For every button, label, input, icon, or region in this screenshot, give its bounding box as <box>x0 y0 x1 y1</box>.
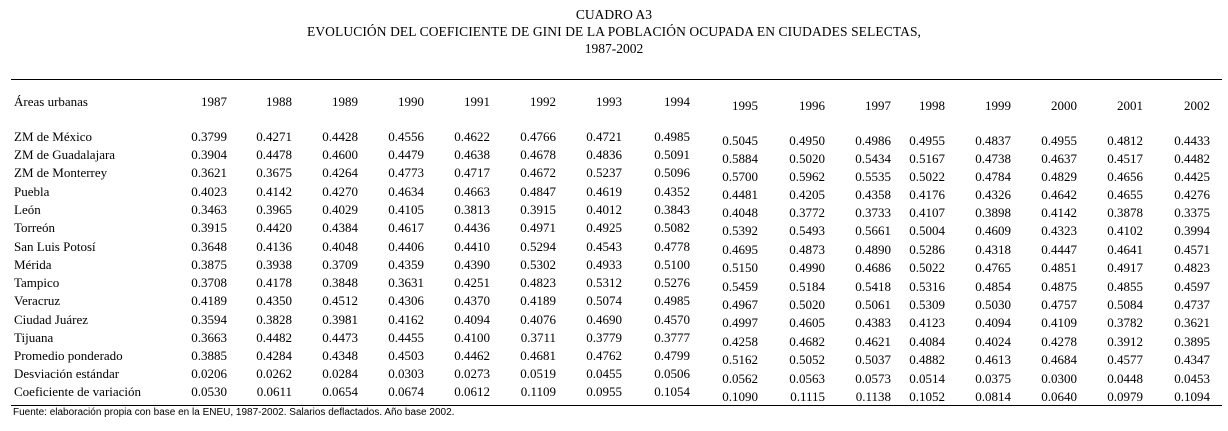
table-cell: 0.4556 <box>388 129 424 144</box>
table-cell: 0.4609 <box>975 223 1011 238</box>
table-row <box>0 238 1228 256</box>
table-cell: 0.4851 <box>1041 260 1077 275</box>
table-cell: 0.3912 <box>1107 334 1143 349</box>
table-cell: 0.4950 <box>789 133 825 148</box>
table-cell: 0.5052 <box>789 352 825 367</box>
table-cell: 0.4757 <box>1041 297 1077 312</box>
table-cell: 0.4641 <box>1107 242 1143 257</box>
table-cell: 0.4370 <box>454 293 490 308</box>
table-cell: 0.4823 <box>520 275 556 290</box>
table-cell: 0.4717 <box>454 165 490 180</box>
table-cell: 0.5661 <box>855 223 891 238</box>
table-cell: 0.5091 <box>654 147 690 162</box>
table-cell: 0.4971 <box>520 220 556 235</box>
table-cell: 0.4823 <box>1174 260 1210 275</box>
header-label: Áreas urbanas <box>14 94 88 109</box>
table-cell: 0.3828 <box>256 312 292 327</box>
table-cell: 0.4873 <box>789 242 825 257</box>
row-label: Veracruz <box>14 293 61 308</box>
table-cell: 0.0448 <box>1107 371 1143 386</box>
table-cell: 0.4619 <box>586 184 622 199</box>
table-cell: 0.4517 <box>1107 151 1143 166</box>
table-cell: 0.3711 <box>520 330 556 345</box>
table-cell: 0.4348 <box>322 348 358 363</box>
table-cell: 0.4323 <box>1041 223 1077 238</box>
table-cell: 0.3994 <box>1174 223 1210 238</box>
table-cell: 0.0262 <box>256 366 292 381</box>
table-cell: 0.5045 <box>722 133 758 148</box>
table-cell: 0.3915 <box>520 202 556 217</box>
table-cell: 0.0640 <box>1041 389 1077 404</box>
table-cell: 0.4622 <box>454 129 490 144</box>
table-cell: 0.0562 <box>722 371 758 386</box>
table-cell: 0.4678 <box>520 147 556 162</box>
table-cell: 0.4384 <box>322 220 358 235</box>
table-cell: 0.4383 <box>855 315 891 330</box>
table-cell: 0.4638 <box>454 147 490 162</box>
table-cell: 0.4479 <box>388 147 424 162</box>
header-year: 1993 <box>596 94 622 109</box>
table-cell: 0.5037 <box>855 352 891 367</box>
table-cell: 0.0979 <box>1107 389 1143 404</box>
table-cell: 0.4663 <box>454 184 490 199</box>
header-year: 1999 <box>985 98 1011 113</box>
table-cell: 0.4482 <box>1174 151 1210 166</box>
table-cell: 0.5030 <box>975 297 1011 312</box>
table-cell: 0.4890 <box>855 242 891 257</box>
row-label: Tijuana <box>14 330 54 345</box>
table-row <box>0 311 1228 329</box>
table-cell: 0.3648 <box>191 239 227 254</box>
table-cell: 0.5074 <box>586 293 622 308</box>
table-cell: 0.3777 <box>654 330 690 345</box>
table-cell: 0.4617 <box>388 220 424 235</box>
header-year: 2000 <box>1051 98 1077 113</box>
table-cell: 0.0611 <box>256 384 292 399</box>
table-cell: 0.4875 <box>1041 279 1077 294</box>
table-cell: 0.3675 <box>256 165 292 180</box>
table-cell: 0.0455 <box>586 366 622 381</box>
table-cell: 0.4738 <box>975 151 1011 166</box>
table-cell: 0.4136 <box>256 239 292 254</box>
table-cell: 0.0206 <box>191 366 227 381</box>
table-cell: 0.4773 <box>388 165 424 180</box>
table-cell: 0.4482 <box>256 330 292 345</box>
table-cell: 0.4029 <box>322 202 358 217</box>
table-cell: 0.4048 <box>322 239 358 254</box>
source-note: Fuente: elaboración propia con base en la ENEU, 1987-2002. Salarios deflactados. Año base 2002. <box>13 407 455 418</box>
table-cell: 0.5162 <box>722 352 758 367</box>
table-cell: 0.3813 <box>454 202 490 217</box>
table-cell: 0.4428 <box>322 129 358 144</box>
table-cell: 0.4882 <box>909 352 945 367</box>
table-cell: 0.4390 <box>454 257 490 272</box>
row-label: ZM de México <box>14 129 92 144</box>
table-cell: 0.4352 <box>654 184 690 199</box>
table-cell: 0.3631 <box>388 275 424 290</box>
table-cell: 0.5535 <box>855 169 891 184</box>
table-row <box>0 292 1228 310</box>
table-cell: 0.4012 <box>586 202 622 217</box>
table-cell: 0.5020 <box>789 297 825 312</box>
table-cell: 0.0563 <box>789 371 825 386</box>
row-label: Mérida <box>14 257 52 272</box>
table-cell: 0.4142 <box>1041 205 1077 220</box>
table-cell: 0.4094 <box>975 315 1011 330</box>
table-cell: 0.4189 <box>520 293 556 308</box>
table-row <box>0 347 1228 365</box>
table-cell: 0.4684 <box>1041 352 1077 367</box>
table-cell: 0.5418 <box>855 279 891 294</box>
table-cell: 0.4634 <box>388 184 424 199</box>
table-cell: 0.4571 <box>1174 242 1210 257</box>
table-cell: 0.4642 <box>1041 187 1077 202</box>
table-cell: 0.4577 <box>1107 352 1143 367</box>
table-cell: 0.5022 <box>909 260 945 275</box>
table-cell: 0.4462 <box>454 348 490 363</box>
header-year: 1998 <box>919 98 945 113</box>
table-cell: 0.4778 <box>654 239 690 254</box>
table-cell: 0.4837 <box>975 133 1011 148</box>
table-cell: 0.4985 <box>654 293 690 308</box>
table-cell: 0.4084 <box>909 334 945 349</box>
table-cell: 0.3594 <box>191 312 227 327</box>
table-cell: 0.5022 <box>909 169 945 184</box>
table-cell: 0.0814 <box>975 389 1011 404</box>
table-cell: 0.4721 <box>586 129 622 144</box>
table-cell: 0.5884 <box>722 151 758 166</box>
row-label: ZM de Guadalajara <box>14 147 116 162</box>
table-row <box>0 219 1228 237</box>
table-row <box>0 128 1228 146</box>
table-row <box>0 146 1228 164</box>
table-cell: 0.5276 <box>654 275 690 290</box>
table-cell: 0.5962 <box>789 169 825 184</box>
table-cell: 0.3885 <box>191 348 227 363</box>
table-cell: 0.0674 <box>388 384 424 399</box>
table-row <box>0 274 1228 292</box>
table-cell: 0.5061 <box>855 297 891 312</box>
table-cell: 0.4447 <box>1041 242 1077 257</box>
table-cell: 0.5237 <box>586 165 622 180</box>
header-year: 1990 <box>398 94 424 109</box>
table-cell: 0.4347 <box>1174 352 1210 367</box>
table-cell: 0.4278 <box>1041 334 1077 349</box>
table-cell: 0.5167 <box>909 151 945 166</box>
table-cell: 0.4784 <box>975 169 1011 184</box>
table-cell: 0.4799 <box>654 348 690 363</box>
table-cell: 0.4048 <box>722 205 758 220</box>
table-cell: 0.4570 <box>654 312 690 327</box>
table-cell: 0.0514 <box>909 371 945 386</box>
table-cell: 0.0453 <box>1174 371 1210 386</box>
table-cell: 0.5392 <box>722 223 758 238</box>
row-label: ZM de Monterrey <box>14 165 108 180</box>
table-cell: 0.5150 <box>722 260 758 275</box>
table-cell: 0.3875 <box>191 257 227 272</box>
table-cell: 0.3463 <box>191 202 227 217</box>
table-cell: 0.4271 <box>256 129 292 144</box>
table-cell: 0.4189 <box>191 293 227 308</box>
table-cell: 0.4967 <box>722 297 758 312</box>
table-cell: 0.4766 <box>520 129 556 144</box>
table-cell: 0.5100 <box>654 257 690 272</box>
table-cell: 0.3898 <box>975 205 1011 220</box>
table-cell: 0.4276 <box>1174 187 1210 202</box>
table-cell: 0.4990 <box>789 260 825 275</box>
table-cell: 0.5459 <box>722 279 758 294</box>
table-cell: 0.4917 <box>1107 260 1143 275</box>
table-cell: 0.1115 <box>790 389 825 404</box>
table-cell: 0.3904 <box>191 147 227 162</box>
table-cell: 0.3772 <box>789 205 825 220</box>
table-cell: 0.4264 <box>322 165 358 180</box>
table-cell: 0.4270 <box>322 184 358 199</box>
row-label: Tampico <box>14 275 60 290</box>
table-cell: 0.4109 <box>1041 315 1077 330</box>
table-cell: 0.3663 <box>191 330 227 345</box>
table-cell: 0.4107 <box>909 205 945 220</box>
table-cell: 0.4836 <box>586 147 622 162</box>
table-cell: 0.3915 <box>191 220 227 235</box>
table-cell: 0.4829 <box>1041 169 1077 184</box>
table-cell: 0.3733 <box>855 205 891 220</box>
table-cell: 0.4162 <box>388 312 424 327</box>
table-cell: 0.4176 <box>909 187 945 202</box>
table-row <box>0 383 1228 404</box>
table-cell: 0.5184 <box>789 279 825 294</box>
table-row <box>0 164 1228 182</box>
table-cell: 0.4350 <box>256 293 292 308</box>
table-cell: 0.4455 <box>388 330 424 345</box>
table-cell: 0.4681 <box>520 348 556 363</box>
table-cell: 0.3779 <box>586 330 622 345</box>
table-cell: 0.3965 <box>256 202 292 217</box>
table-cell: 0.5082 <box>654 220 690 235</box>
header-year: 1988 <box>266 94 292 109</box>
table-cell: 0.0375 <box>975 371 1011 386</box>
table-cell: 0.4251 <box>454 275 490 290</box>
table-cell: 0.4123 <box>909 315 945 330</box>
table-cell: 0.4420 <box>256 220 292 235</box>
table-cell: 0.0612 <box>454 384 490 399</box>
table-cell: 0.5084 <box>1107 297 1143 312</box>
table-cell: 0.3895 <box>1174 334 1210 349</box>
table-cell: 0.5312 <box>586 275 622 290</box>
table-cell: 0.5493 <box>789 223 825 238</box>
table-cell: 0.1109 <box>520 384 556 399</box>
table-cell: 0.4855 <box>1107 279 1143 294</box>
table-cell: 0.4655 <box>1107 187 1143 202</box>
table-cell: 0.4359 <box>388 257 424 272</box>
table-cell: 0.5700 <box>722 169 758 184</box>
table-cell: 0.3938 <box>256 257 292 272</box>
table-cell: 0.4737 <box>1174 297 1210 312</box>
table-cell: 0.4672 <box>520 165 556 180</box>
table-cell: 0.4436 <box>454 220 490 235</box>
table-cell: 0.4326 <box>975 187 1011 202</box>
table-cell: 0.4358 <box>855 187 891 202</box>
table-cell: 0.5434 <box>855 151 891 166</box>
table-cell: 0.0303 <box>388 366 424 381</box>
header-year: 2001 <box>1117 98 1143 113</box>
table-cell: 0.3981 <box>322 312 358 327</box>
table-cell: 0.4512 <box>322 293 358 308</box>
row-label: Ciudad Juárez <box>14 312 89 327</box>
table-cell: 0.4503 <box>388 348 424 363</box>
table-cell: 0.4433 <box>1174 133 1210 148</box>
table-cell: 0.4854 <box>975 279 1011 294</box>
table-cell: 0.4955 <box>1041 133 1077 148</box>
header-year: 1991 <box>464 94 490 109</box>
table-period: 1987-2002 <box>584 41 644 56</box>
table-cell: 0.3708 <box>191 275 227 290</box>
table-cell: 0.4637 <box>1041 151 1077 166</box>
table-cell: 0.4100 <box>454 330 490 345</box>
table-cell: 0.4318 <box>975 242 1011 257</box>
table-cell: 0.3621 <box>191 165 227 180</box>
header-year: 1995 <box>732 98 758 113</box>
table-cell: 0.5004 <box>909 223 945 238</box>
table-cell: 0.4812 <box>1107 133 1143 148</box>
header-year: 1989 <box>332 94 358 109</box>
header-year: 1987 <box>201 94 227 109</box>
table-row <box>0 365 1228 386</box>
table-cell: 0.4024 <box>975 334 1011 349</box>
table-cell: 0.4695 <box>722 242 758 257</box>
table-cell: 0.3709 <box>322 257 358 272</box>
table-cell: 0.5309 <box>909 297 945 312</box>
table-cell: 0.4478 <box>256 147 292 162</box>
table-row <box>0 201 1228 219</box>
table-cell: 0.4023 <box>191 184 227 199</box>
table-cell: 0.4682 <box>789 334 825 349</box>
table-cell: 0.4955 <box>909 133 945 148</box>
table-cell: 0.4985 <box>654 129 690 144</box>
table-row <box>0 256 1228 274</box>
table-cell: 0.5020 <box>789 151 825 166</box>
top-rule <box>11 79 1222 80</box>
table-cell: 0.4986 <box>855 133 891 148</box>
table-cell: 0.4284 <box>256 348 292 363</box>
table-cell: 0.4076 <box>520 312 556 327</box>
row-label: León <box>14 202 41 217</box>
table-cell: 0.5294 <box>520 239 556 254</box>
table-row <box>0 329 1228 347</box>
table-cell: 0.4605 <box>789 315 825 330</box>
table-cell: 0.3878 <box>1107 205 1143 220</box>
header-year: 1992 <box>530 94 556 109</box>
table-cell: 0.4481 <box>722 187 758 202</box>
table-cell: 0.3799 <box>191 129 227 144</box>
table-cell: 0.0519 <box>520 366 556 381</box>
header-year: 1997 <box>865 98 891 113</box>
table-header-row <box>0 93 1228 111</box>
table-cell: 0.3848 <box>322 275 358 290</box>
table-cell: 0.0654 <box>322 384 358 399</box>
table-cell: 0.4847 <box>520 184 556 199</box>
table-cell: 0.0573 <box>855 371 891 386</box>
table-cell: 0.0284 <box>322 366 358 381</box>
table-cell: 0.4406 <box>388 239 424 254</box>
table-cell: 0.4205 <box>789 187 825 202</box>
table-cell: 0.4102 <box>1107 223 1143 238</box>
table-cell: 0.0530 <box>191 384 227 399</box>
table-cell: 0.5096 <box>654 165 690 180</box>
table-cell: 0.4933 <box>586 257 622 272</box>
table-cell: 0.5316 <box>909 279 945 294</box>
row-label: Puebla <box>14 184 50 199</box>
table-cell: 0.1094 <box>1174 389 1210 404</box>
row-label: San Luis Potosí <box>14 239 96 254</box>
table-cell: 0.4656 <box>1107 169 1143 184</box>
table-cell: 0.4094 <box>454 312 490 327</box>
table-cell: 0.4473 <box>322 330 358 345</box>
table-cell: 0.4410 <box>454 239 490 254</box>
table-cell: 0.4178 <box>256 275 292 290</box>
table-cell: 0.3782 <box>1107 315 1143 330</box>
table-cell: 0.0506 <box>654 366 690 381</box>
table-cell: 0.4762 <box>586 348 622 363</box>
table-cell: 0.4306 <box>388 293 424 308</box>
table-cell: 0.4997 <box>722 315 758 330</box>
row-label: Coeficiente de variación <box>14 384 142 399</box>
table-cell: 0.0300 <box>1041 371 1077 386</box>
table-cell: 0.5286 <box>909 242 945 257</box>
table-cell: 0.4621 <box>855 334 891 349</box>
table-cell: 0.4690 <box>586 312 622 327</box>
table-cell: 0.1054 <box>654 384 690 399</box>
header-year: 1994 <box>664 94 690 109</box>
table-cell: 0.3375 <box>1174 205 1210 220</box>
table-cell: 0.4600 <box>322 147 358 162</box>
table-cell: 0.1138 <box>855 389 891 404</box>
table-cell: 0.0955 <box>586 384 622 399</box>
table-cell: 0.1052 <box>909 389 945 404</box>
table-cell: 0.5302 <box>520 257 556 272</box>
table-cell: 0.4543 <box>586 239 622 254</box>
table-cell: 0.4686 <box>855 260 891 275</box>
row-label: Promedio ponderado <box>14 348 123 363</box>
table-cell: 0.4105 <box>388 202 424 217</box>
table-cell: 0.4925 <box>586 220 622 235</box>
table-row <box>0 183 1228 201</box>
row-label: Desviación estándar <box>14 366 120 381</box>
table-cell: 0.4142 <box>256 184 292 199</box>
table-cell: 0.4765 <box>975 260 1011 275</box>
table-cell: 0.3843 <box>654 202 690 217</box>
table-title: CUADRO A3 <box>575 7 653 22</box>
table-subtitle: EVOLUCIÓN DEL COEFICIENTE DE GINI DE LA POBLACIÓN OCUPADA EN CIUDADES SELECTAS, <box>306 24 922 39</box>
table-cell: 0.4425 <box>1174 169 1210 184</box>
header-year: 2002 <box>1184 98 1210 113</box>
table-cell: 0.4597 <box>1174 279 1210 294</box>
table-cell: 0.4258 <box>722 334 758 349</box>
table-cell: 0.0273 <box>454 366 490 381</box>
table-cell: 0.1090 <box>722 389 758 404</box>
table-cell: 0.3621 <box>1174 315 1210 330</box>
table-cell: 0.4613 <box>975 352 1011 367</box>
row-label: Torreón <box>14 220 55 235</box>
header-year: 1996 <box>799 98 825 113</box>
